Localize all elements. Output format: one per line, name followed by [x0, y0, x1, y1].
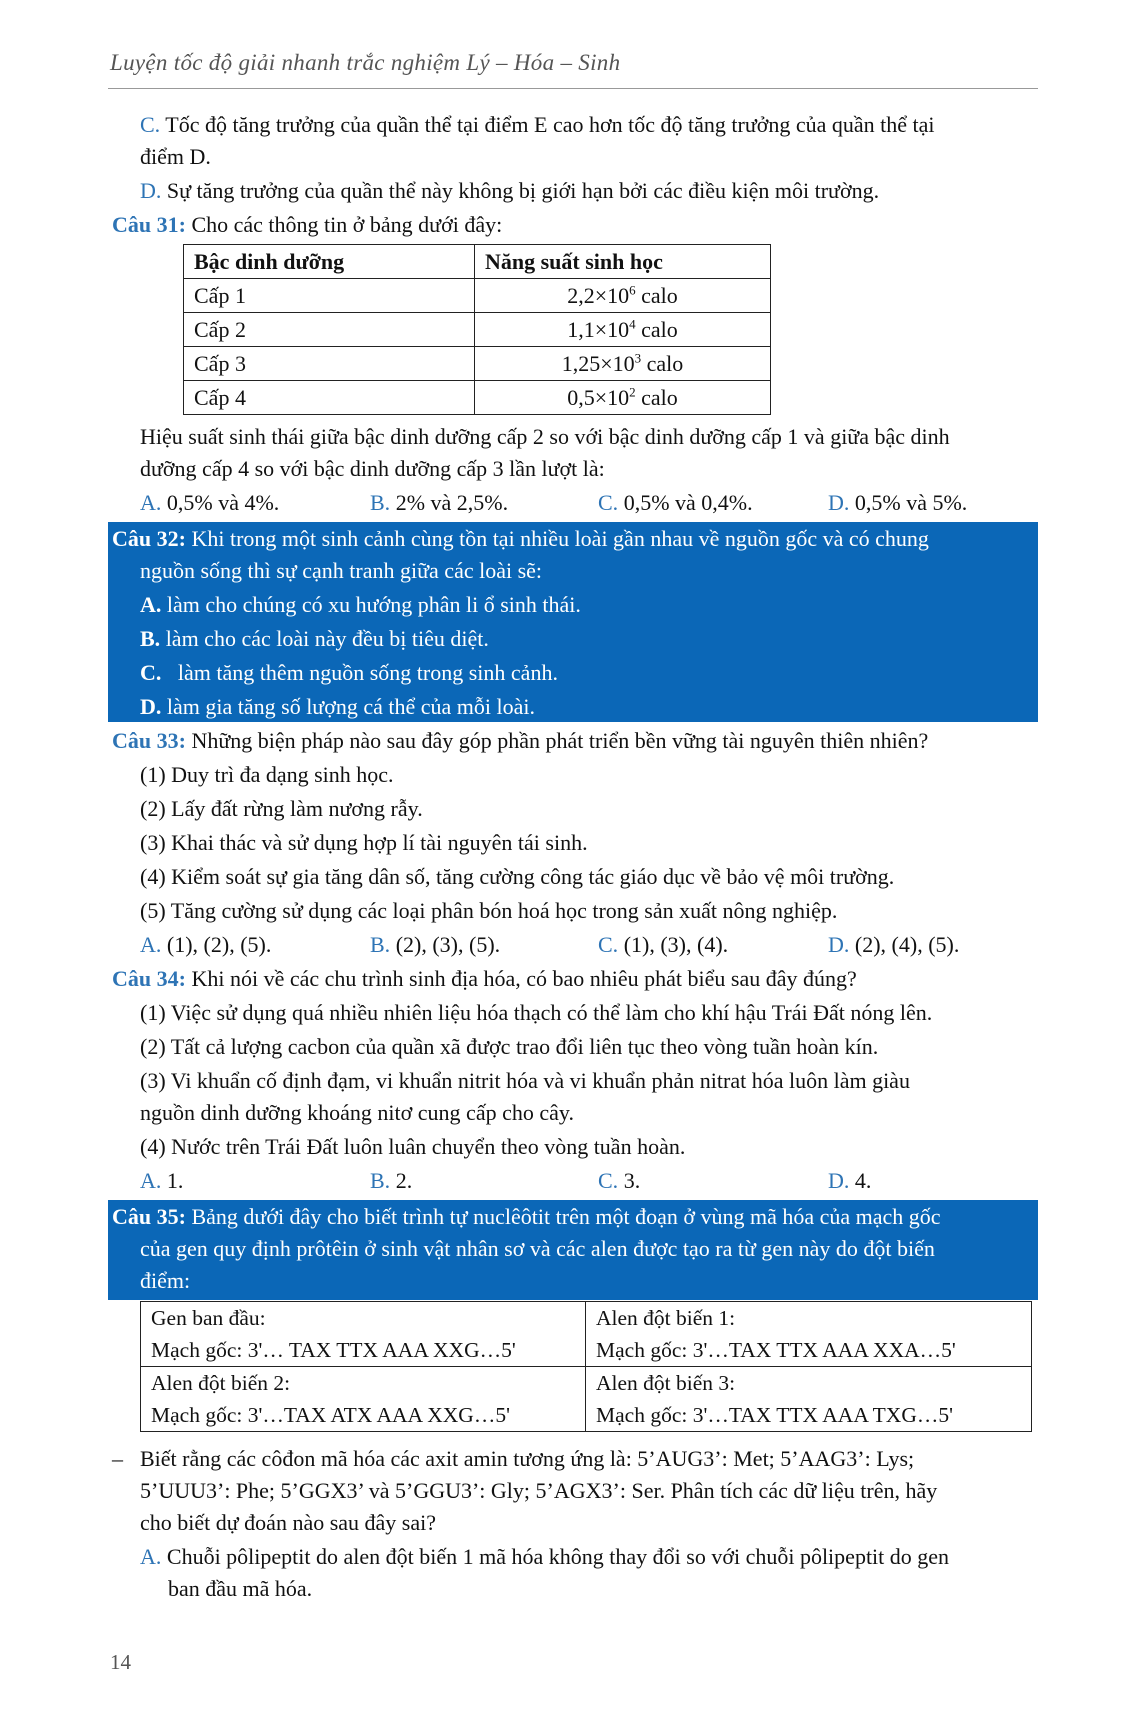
q34-item-3: (3) Vi khuẩn cố định đạm, vi khuẩn nitrit hóa và vi khuẩn phản nitrat hóa luôn làm giàu: [140, 1068, 910, 1093]
option-text: làm cho chúng có xu hướng phân li ổ sinh thái.: [161, 592, 581, 617]
table-header-cell: Bậc dinh dưỡng: [184, 245, 475, 279]
option-letter: D.: [140, 694, 162, 719]
q34-option-c[interactable]: [598, 1166, 640, 1196]
q33-item-1: (1) Duy trì đa dạng sinh học.: [140, 762, 394, 787]
q35-stem-line-3: điểm:: [140, 1268, 191, 1293]
q31-question-line-2: dưỡng cấp 4 so với bậc dinh dưỡng cấp 3 lần lượt là:: [140, 456, 605, 481]
page-number: 14: [110, 1650, 131, 1674]
option-text: 0,5% và 4%.: [161, 490, 280, 515]
q35-note-line-1: Biết rằng các côđon mã hóa các axit amin tương ứng là: 5’AUG3’: Met; 5’AAG3’: Lys;: [140, 1446, 915, 1471]
option-text: làm tăng thêm nguồn sống trong sinh cảnh.: [161, 660, 558, 685]
cell-title: Alen đột biến 3:: [596, 1371, 736, 1395]
q32-option-d[interactable]: [140, 692, 535, 722]
table-cell: Cấp 1: [184, 279, 475, 313]
option-letter: C.: [598, 1168, 619, 1193]
q32-number: Câu 32:: [112, 526, 186, 551]
q33-number: Câu 33:: [112, 728, 186, 753]
option-text: 4.: [849, 1168, 872, 1193]
q34-number: Câu 34:: [112, 966, 186, 991]
option-letter: D.: [828, 932, 850, 957]
value-exponent: 6: [629, 282, 636, 298]
q35-highlight-block: [108, 1200, 1038, 1300]
table-cell-allele-3: [586, 1367, 1032, 1432]
q35-stem-line-2: của gen quy định prôtêin ở sinh vật nhân sơ và các alen được tạo ra từ gen này do đột biến: [140, 1236, 935, 1261]
q34-option-b[interactable]: [370, 1166, 412, 1196]
cell-sequence: Mạch gốc: 3'…TAX TTX AAA XXA…5': [596, 1338, 956, 1362]
table-cell-gen-original: [141, 1302, 586, 1367]
q31-option-d[interactable]: [828, 488, 967, 518]
q35-option-a-cont: ban đầu mã hóa.: [168, 1576, 313, 1601]
q33-stem-text: Những biện pháp nào sau đây góp phần phát triển bền vững tài nguyên thiên nhiên?: [185, 728, 929, 753]
q33-option-a[interactable]: [140, 930, 271, 960]
option-text: 1.: [161, 1168, 184, 1193]
q30-option-c-letter: C.: [140, 112, 161, 137]
q35-stem-text-1: Bảng dưới đây cho biết trình tự nuclêôtit trên một đoạn ở vùng mã hóa của mạch gốc: [185, 1204, 941, 1229]
q34-stem: [112, 964, 857, 994]
table-cell: [475, 381, 771, 415]
value-base: 0,5×10: [567, 384, 630, 410]
option-text: 0,5% và 0,4%.: [618, 490, 753, 515]
value-base: 1,1×10: [567, 316, 630, 342]
table-row: [184, 279, 771, 313]
option-letter: C.: [598, 490, 619, 515]
q35-option-a[interactable]: [140, 1542, 949, 1572]
q30-option-d: [140, 176, 879, 206]
q35-note-line-3: cho biết dự đoán nào sau đây sai?: [140, 1510, 437, 1535]
cell-sequence: Mạch gốc: 3'… TAX TTX AAA XXG…5': [151, 1338, 516, 1362]
option-letter: D.: [828, 490, 850, 515]
option-text: 2.: [390, 1168, 413, 1193]
q34-option-d[interactable]: [828, 1166, 871, 1196]
q34-stem-text: Khi nói về các chu trình sinh địa hóa, có bao nhiêu phát biểu sau đây đúng?: [185, 966, 857, 991]
value-exponent: 2: [629, 384, 636, 400]
table-row: [184, 313, 771, 347]
table-row: [184, 381, 771, 415]
q32-highlight-block: [108, 522, 1038, 722]
value-unit: calo: [635, 384, 678, 410]
cell-title: Gen ban đầu:: [151, 1306, 266, 1330]
value-base: 1,25×10: [561, 350, 635, 376]
q31-question-line-1: Hiệu suất sinh thái giữa bậc dinh dưỡng cấp 2 so với bậc dinh dưỡng cấp 1 và giữa bậc dinh: [140, 424, 950, 449]
option-letter: B.: [370, 1168, 391, 1193]
option-text: (1), (2), (5).: [161, 932, 272, 957]
q33-item-4: (4) Kiểm soát sự gia tăng dân số, tăng cường công tác giáo dục về bảo vệ môi trường.: [140, 864, 895, 889]
table-cell: [475, 347, 771, 381]
q34-item-1: (1) Việc sử dụng quá nhiều nhiên liệu hóa thạch có thể làm cho khí hậu Trái Đất nóng lên.: [140, 1000, 933, 1025]
q32-stem-text-1: Khi trong một sinh cảnh cùng tồn tại nhiều loài gần nhau về nguồn gốc và có chung: [185, 526, 929, 551]
q30-option-c: [140, 110, 935, 140]
q32-option-a[interactable]: [140, 590, 581, 620]
option-letter: B.: [140, 626, 161, 651]
q30-option-c-cont: điểm D.: [140, 144, 211, 169]
q31-option-c[interactable]: [598, 488, 753, 518]
table-header-cell: Năng suất sinh học: [475, 245, 771, 279]
table-cell: [475, 313, 771, 347]
table-cell: Cấp 3: [184, 347, 475, 381]
cell-sequence: Mạch gốc: 3'…TAX ATX AAA XXG…5': [151, 1403, 510, 1427]
q33-item-5: (5) Tăng cường sử dụng các loại phân bón hoá học trong sản xuất nông nghiệp.: [140, 898, 838, 923]
value-unit: calo: [641, 350, 684, 376]
table-cell-allele-1: [586, 1302, 1032, 1367]
q35-stem-line-1: [112, 1202, 941, 1232]
option-letter: A.: [140, 1544, 162, 1569]
q30-option-c-text: Tốc độ tăng trưởng của quần thể tại điểm E cao hơn tốc độ tăng trưởng của quần thể tại: [165, 112, 935, 137]
option-letter: D.: [828, 1168, 850, 1193]
q32-stem-line-1: [112, 524, 929, 554]
option-letter: C.: [598, 932, 619, 957]
q30-option-d-letter: D.: [140, 178, 162, 203]
header-divider: [108, 88, 1038, 89]
table-cell: Cấp 4: [184, 381, 475, 415]
q32-option-c[interactable]: [140, 658, 558, 688]
option-text: 2% và 2,5%.: [390, 490, 509, 515]
q33-option-c[interactable]: [598, 930, 728, 960]
option-text: làm gia tăng số lượng cá thể của mỗi loài.: [161, 694, 536, 719]
q31-stem: [112, 210, 502, 240]
table-row: [141, 1302, 1032, 1367]
value-exponent: 4: [629, 316, 636, 332]
q35-note-dash: –: [112, 1446, 123, 1471]
table-row: [184, 347, 771, 381]
option-letter: A.: [140, 592, 162, 617]
q34-item-4: (4) Nước trên Trái Đất luôn luân chuyển theo vòng tuần hoàn.: [140, 1134, 686, 1159]
table-cell: Cấp 2: [184, 313, 475, 347]
q31-table: [183, 244, 771, 415]
q32-option-b[interactable]: [140, 624, 489, 654]
cell-title: Alen đột biến 1:: [596, 1306, 736, 1330]
option-text: làm cho các loài này đều bị tiêu diệt.: [160, 626, 489, 651]
q33-option-d[interactable]: [828, 930, 959, 960]
q30-option-d-text: Sự tăng trưởng của quần thể này không bị giới hạn bởi các điều kiện môi trường.: [166, 178, 880, 203]
q33-item-2: (2) Lấy đất rừng làm nương rẫy.: [140, 796, 423, 821]
q33-stem: [112, 726, 928, 756]
value-unit: calo: [635, 316, 678, 342]
value-exponent: 3: [634, 350, 642, 366]
table-row: [184, 245, 771, 279]
table-row: [141, 1367, 1032, 1432]
value-base: 2,2×10: [567, 282, 630, 308]
page-header-title: Luyện tốc độ giải nhanh trắc nghiệm Lý – Hóa – Sinh: [110, 50, 621, 75]
option-text: 0,5% và 5%.: [849, 490, 968, 515]
q31-stem-text: Cho các thông tin ở bảng dưới đây:: [191, 212, 503, 237]
option-text: Chuỗi pôlipeptit do alen đột biến 1 mã hóa không thay đổi so với chuỗi pôlipeptit do gen: [161, 1544, 950, 1569]
q34-item-2: (2) Tất cả lượng cacbon của quần xã được trao đổi liên tục theo vòng tuần hoàn kín.: [140, 1034, 879, 1059]
option-letter: A.: [140, 932, 162, 957]
q31-option-a[interactable]: [140, 488, 279, 518]
value-unit: calo: [635, 282, 678, 308]
option-letter: C.: [140, 660, 162, 685]
q34-item-3-cont: nguồn dinh dưỡng khoáng nitơ cung cấp cho cây.: [140, 1100, 574, 1125]
q35-table: [140, 1301, 1032, 1432]
q34-option-a[interactable]: [140, 1166, 183, 1196]
q33-option-b[interactable]: [370, 930, 500, 960]
q31-number: Câu 31:: [112, 212, 186, 237]
option-text: (1), (3), (4).: [618, 932, 729, 957]
option-text: (2), (4), (5).: [849, 932, 960, 957]
q32-stem-line-2: nguồn sống thì sự cạnh tranh giữa các loài sẽ:: [140, 558, 543, 583]
q35-number: Câu 35:: [112, 1204, 186, 1229]
cell-title: Alen đột biến 2:: [151, 1371, 291, 1395]
option-letter: A.: [140, 1168, 162, 1193]
option-text: (2), (3), (5).: [390, 932, 501, 957]
option-text: 3.: [618, 1168, 641, 1193]
q31-option-b[interactable]: [370, 488, 508, 518]
q33-item-3: (3) Khai thác và sử dụng hợp lí tài nguyên tái sinh.: [140, 830, 588, 855]
option-letter: B.: [370, 932, 391, 957]
q35-note-line-2: 5’UUU3’: Phe; 5’GGX3’ và 5’GGU3’: Gly; 5’AGX3’: Ser. Phân tích các dữ liệu trên, hãy: [140, 1478, 938, 1503]
cell-sequence: Mạch gốc: 3'…TAX TTX AAA TXG…5': [596, 1403, 953, 1427]
table-cell: [475, 279, 771, 313]
table-cell-allele-2: [141, 1367, 586, 1432]
option-letter: B.: [370, 490, 391, 515]
option-letter: A.: [140, 490, 162, 515]
